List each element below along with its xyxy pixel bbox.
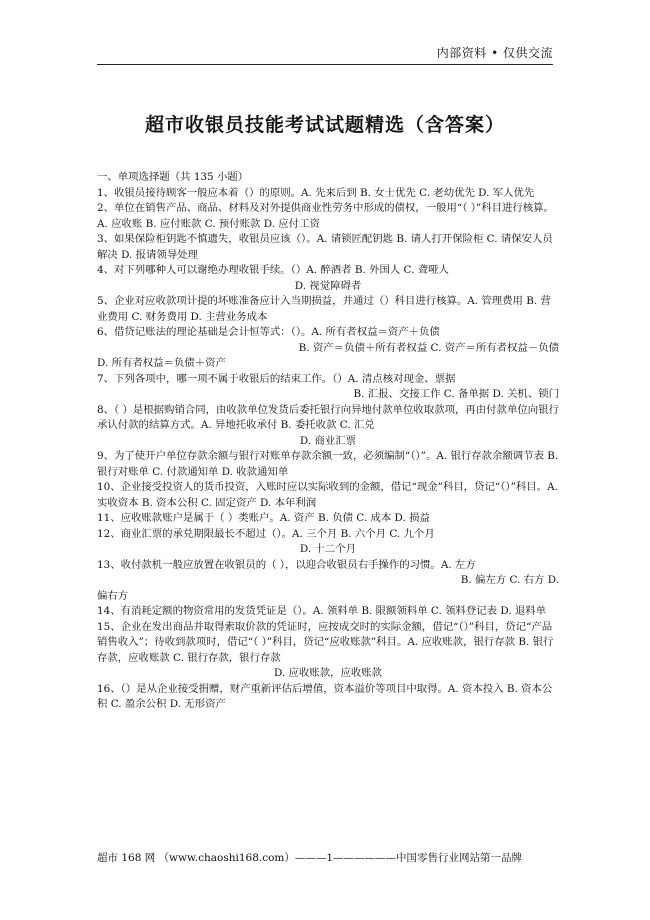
question-options: B. 偏左方 C. 右方 D. (460, 574, 559, 586)
question-options: C. 老幼优先 D. 军人优先 (419, 186, 535, 199)
question-7 (97, 372, 559, 403)
question-9 (97, 449, 559, 480)
question-text: 1、收银员接待顾客一般应本着（）的原则。A. 先来后到 B. 女士优先 (97, 186, 416, 199)
question-options: B. 请人打开保险柜 C. 请保安人员解决 D. 报请领导处理 (97, 233, 553, 261)
question-text: 11、应收账款账户是属于（ ）类账户。A. 资产 B. 负债 C. 成本 D. 损益 (97, 512, 430, 524)
question-10 (97, 480, 559, 511)
question-text: 12、商业汇票的承兑期限最长不超过（）。A. 三个月 B. 六个月 C. 九个月 (97, 527, 435, 540)
question-16 (97, 682, 559, 713)
question-4 (97, 263, 559, 294)
question-options: B. 汇报、交接工作 C. 备单据 D. 关机、锁门 (353, 388, 559, 400)
question-options: B. 外国人 C. 聋哑人 (354, 264, 449, 276)
question-text: 7、下列各项中，哪一项不属于收银后的结束工作。（）A. 清点核对现金、票据 (97, 372, 456, 385)
question-12 (97, 527, 559, 558)
question-text: 5、企业对应收款项计提的坏账准备应计入当期损益，并通过（）科目进行核算。A. 管理费用 B. 营业费用 C. 财务费用 D. 主营业务成本 (97, 295, 551, 323)
question-1 (97, 186, 559, 202)
footer: 超市 168 网 （www.chaoshi168.com）———1——————中国零售行业网站第一品牌 (97, 852, 523, 864)
question-text: 15、企业在发出商品并取得索取价款的凭证时，应按成交时的实际金额，借记“（）”科目，贷记“产品销售收入”；待收到款项时，借记“（ ）”科目，贷记“应收账款”科目。A. 应收账款，银行存款 B. 银行存款，应收账款 C. 银行存款，银行存款 (97, 620, 554, 664)
document-title: 超市收银员技能考试试题精选（含答案） (144, 114, 505, 136)
header-note: 内部资料 • 仅供交流 (436, 46, 553, 60)
question-14 (97, 604, 559, 620)
question-3 (97, 232, 559, 263)
question-options: D. 商业汇票 (299, 434, 357, 447)
question-text: 4、对下列哪种人可以谢绝办理收银手续。（）A. 醉酒者 (97, 264, 352, 276)
question-11 (97, 511, 559, 527)
question-options: D. 应收账款，应收账款 (273, 667, 383, 679)
question-text: 2、单位在销售产品、商品、材料及对外提供商业性劳务中形成的债权，一般用“（ ）”科目进行核算。A. 应收账 B. 应付账款 C. 预付账款 D. 应付工资 (97, 202, 554, 230)
question-list (97, 170, 559, 713)
question-6 (97, 325, 559, 372)
section-heading: 一、单项选择题（共 135 小题） (97, 171, 249, 183)
question-text: 16、（）是从企业接受捐赠，财产重新评估后增值，资本溢价等项目中取得。A. 资本投入 B. 资本公积 C. 盈余公积 D. 无形资产 (97, 682, 553, 710)
question-13 (97, 558, 559, 605)
question-text: 6、借贷记账法的理论基础是会计恒等式：（）。A. 所有者权益＝资产＋负债 (97, 326, 440, 338)
question-text: 9、为了使开户单位存款余额与银行对账单存款余额一致，必须编制“（）”。A. 银行存款余额调节表 B. 银行对账单 C. 付款通知单 D. 收款通知单 (97, 450, 559, 478)
question-8 (97, 403, 559, 450)
question-text: 3、如果保险柜钥匙不慎遗失，收银员应该（）。A. 请锁匠配钥匙 (97, 233, 394, 245)
question-text: 13、收付款机一般应放置在收银员的（ ），以迎合收银员右手操作的习惯。A. 左方 (97, 558, 476, 571)
question-2 (97, 201, 559, 232)
question-5 (97, 294, 559, 325)
question-options: D. 视觉障碍者 (294, 279, 362, 292)
question-options: 偏右方 (97, 589, 129, 602)
question-text: 10、企业接受投资人的货币投资，入账时应以实际收到的金额，借记“现金”科目，贷记“（）”科目。A. 实收资本 B. 资本公积 C. 固定资产 D. 本年利润 (97, 481, 558, 509)
question-text: 8、（ ）是根据购销合同，由收款单位发货后委托银行向异地付款单位收取款项，再由付款单位向银行承认付款的结算方式。A. 异地托收承付 B. 委托收款 C. 汇兑 (97, 403, 559, 431)
question-15 (97, 620, 559, 682)
question-text: 14、有消耗定额的物资常用的发货凭证是（）。A. 领料单 B. 限额领料单 C. 领料登记表 D. 退料单 (97, 605, 547, 617)
question-options: D. 十二个月 (299, 543, 357, 555)
question-options: D. 所有者权益＝负债＋资产 (97, 357, 226, 369)
question-options: B. 资产＝负债＋所有者权益 C. 资产＝所有者权益－负债 (298, 341, 559, 354)
header-divider (97, 64, 553, 65)
